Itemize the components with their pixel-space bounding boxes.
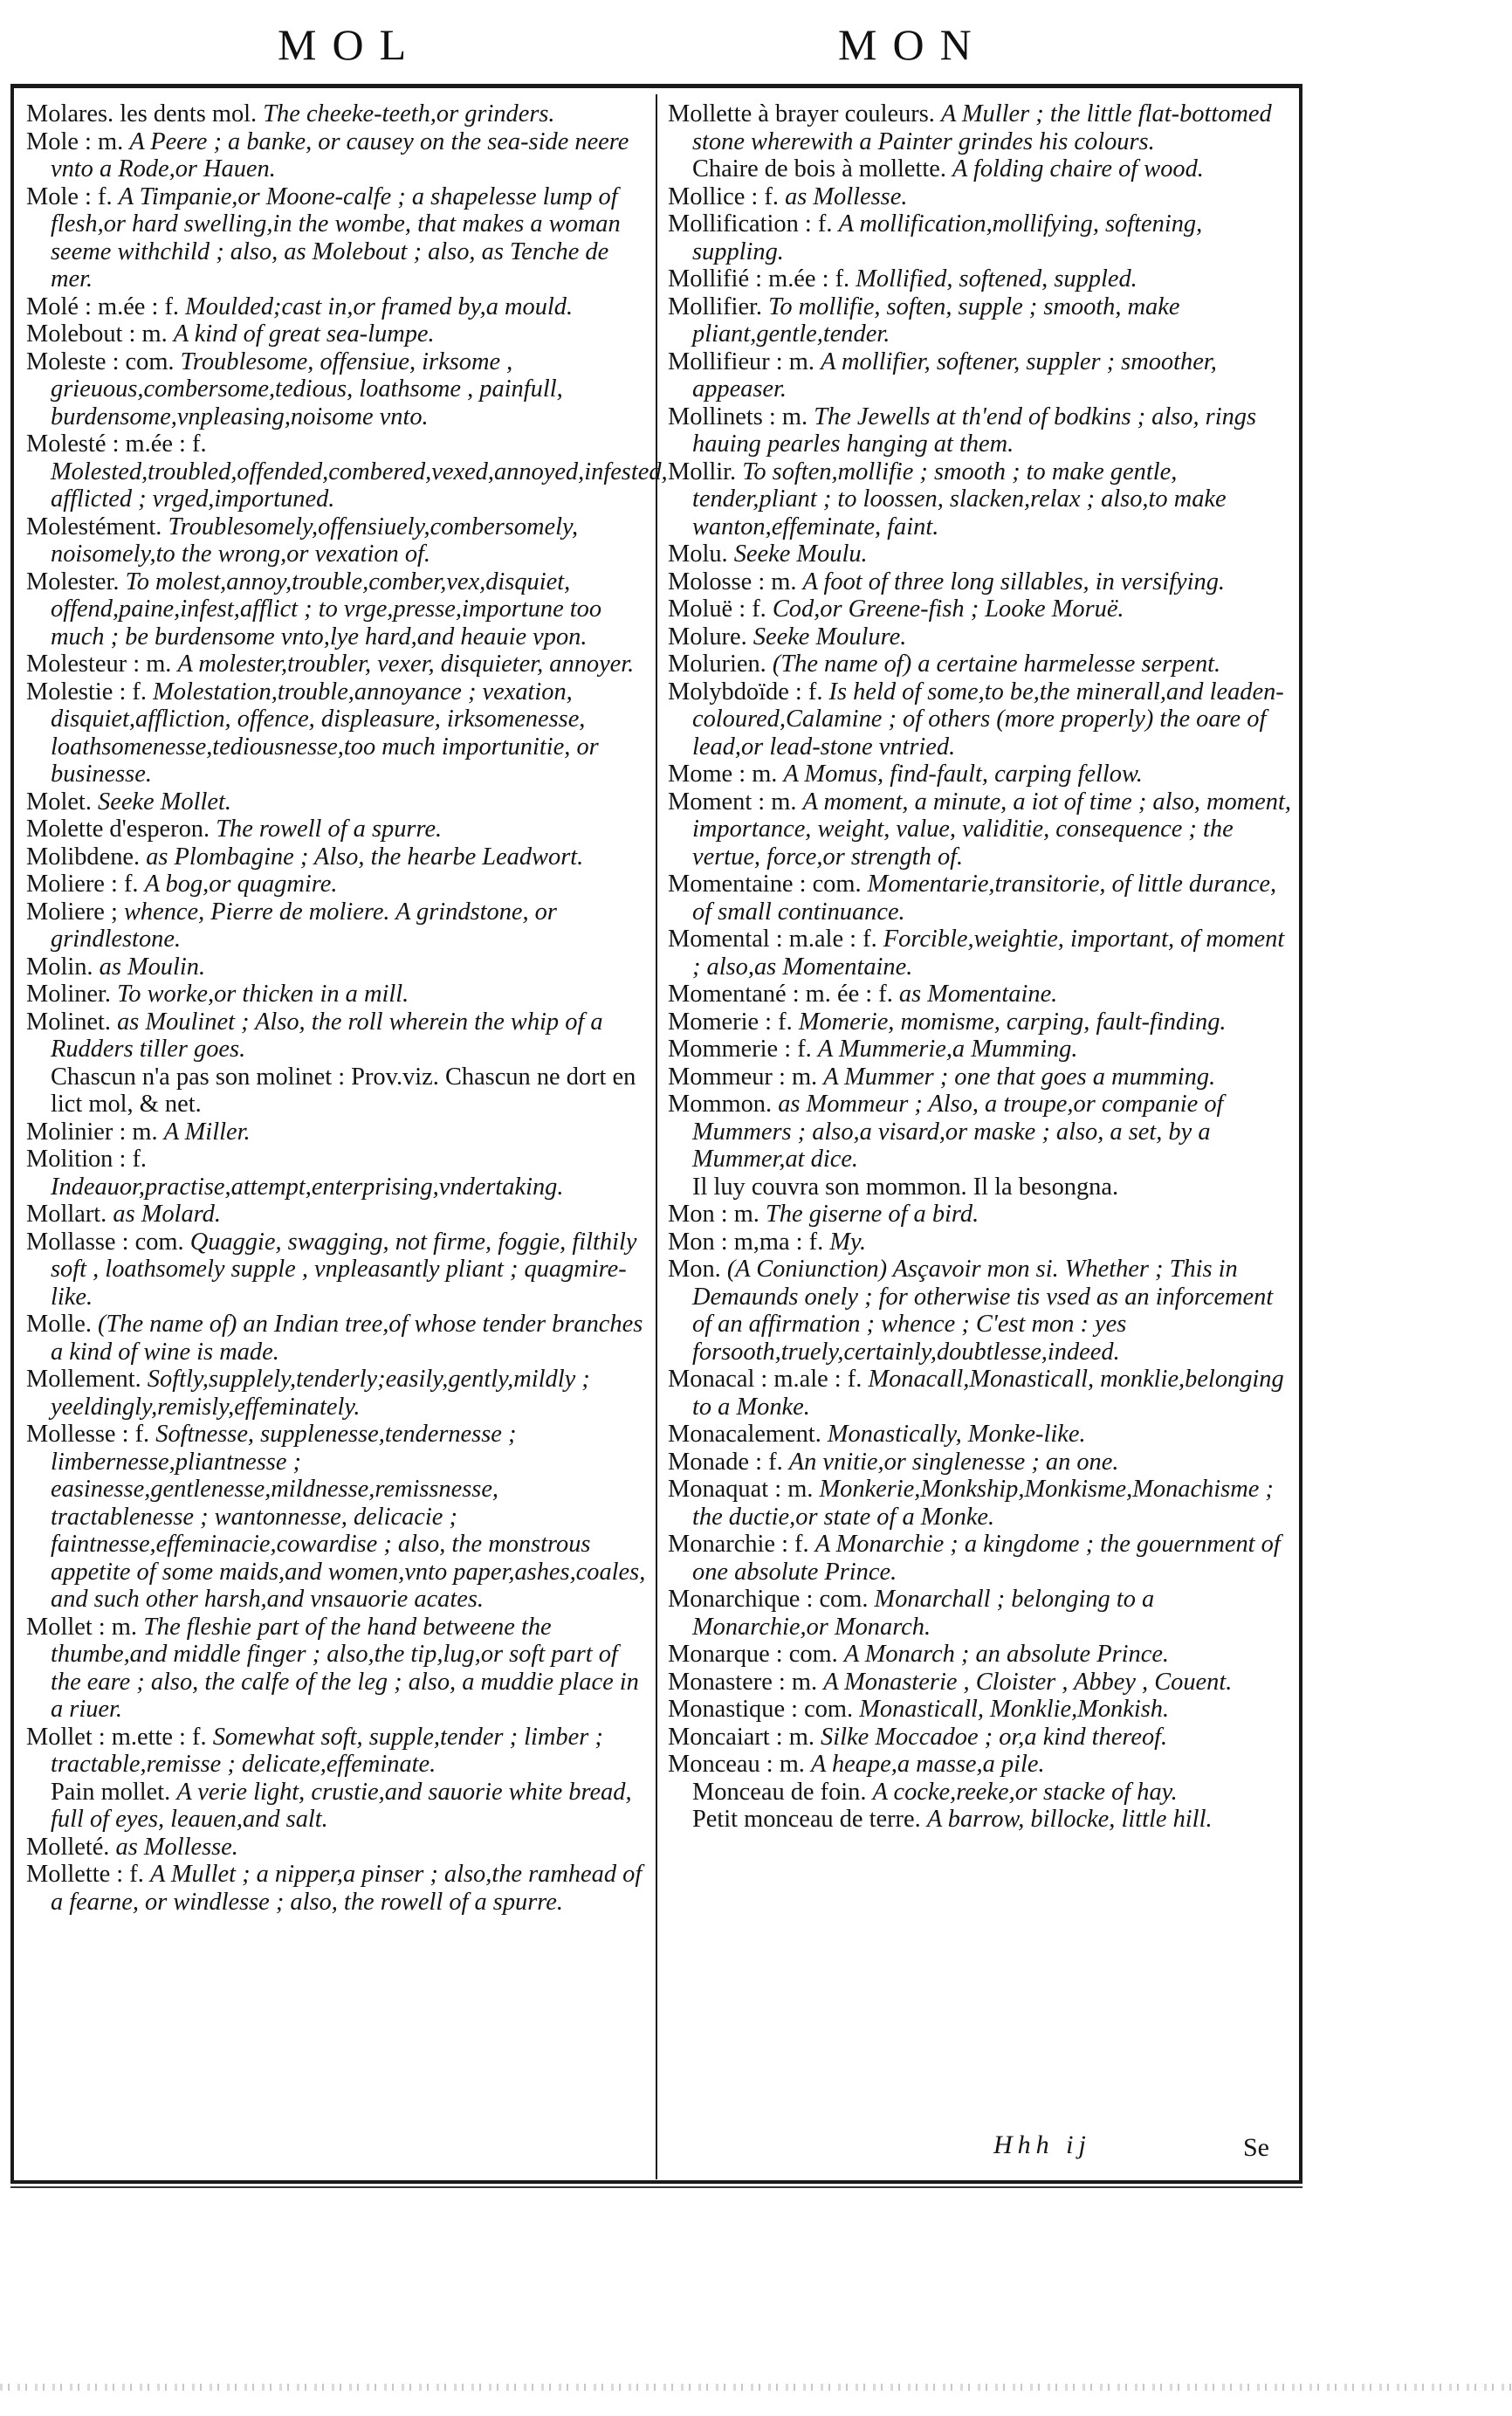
entry-headword: Momental : m.ale : f. (668, 926, 877, 953)
dictionary-entry (26, 348, 646, 431)
entry-definition: A folding chaire of wood. (952, 155, 1204, 182)
dictionary-entry (668, 568, 1296, 596)
dictionary-entry (668, 1036, 1296, 1063)
dictionary-entry (668, 1696, 1296, 1724)
dictionary-entry (26, 1229, 646, 1311)
entry-definition: A Mummer ; one that goes a mumming. (823, 1063, 1216, 1091)
dictionary-entry (26, 128, 646, 183)
entry-definition: as Moulin. (99, 953, 206, 981)
entry-headword: Monastique : com. (668, 1696, 854, 1723)
entry-definition: A Monasterie , Cloister , Abbey , Couent. (823, 1668, 1233, 1696)
entry-headword: Molebout : m. (26, 320, 168, 348)
entry-headword: Mome : m. (668, 761, 778, 788)
dictionary-entry (668, 265, 1296, 293)
entry-definition: Somewhat soft, supple,tender ; limber ; tractable,remisse ; delicate,effeminate. (51, 1723, 603, 1778)
entry-definition: Seeke Mollet. (98, 788, 231, 816)
entry-headword: Monarchie : f. (668, 1531, 809, 1558)
dictionary-entry (668, 650, 1296, 678)
entry-headword: Mollifié : m.ée : f. (668, 265, 850, 293)
entry-headword: Moncaiart : m. (668, 1723, 814, 1751)
running-head-left: MOL (278, 20, 423, 69)
entry-headword: Monarque : com. (668, 1641, 838, 1668)
entry-headword: Mon : m. (668, 1201, 759, 1228)
entry-headword: Chascun n'a pas son molinet : Prov.viz. Chascun ne dort en lict mol, & net. (51, 1063, 636, 1118)
entry-definition: as Plombagine ; Also, the hearbe Leadwort. (146, 843, 584, 871)
entry-headword: Momentaine : com. (668, 871, 862, 898)
dictionary-entry (668, 1421, 1296, 1449)
entry-definition: Silke Moccadoe ; or,a kind thereof. (821, 1723, 1168, 1751)
entry-definition: A bog,or quagmire. (144, 871, 338, 898)
entry-definition: Monkerie,Monkship,Monkisme,Monachisme ; the ductie,or state of a Monke. (692, 1476, 1274, 1531)
entry-headword: Molet. (26, 788, 92, 816)
entry-headword: Mon : m,ma : f. (668, 1228, 824, 1256)
entry-headword: Molesteur : m. (26, 650, 172, 678)
dictionary-entry (668, 1669, 1296, 1697)
entry-definition: The giserne of a bird. (766, 1201, 979, 1228)
dictionary-entry (668, 926, 1296, 981)
entry-definition: as Moulinet ; Also, the roll wherein the whip of a Rudders tiller goes. (51, 1008, 603, 1063)
entry-definition: A foot of three long sillables, in versifying. (802, 568, 1225, 595)
entry-definition: as Momentaine. (898, 981, 1058, 1008)
dictionary-entry (668, 403, 1296, 458)
entry-definition: Monacall,Monasticall, monklie,belonging to a Monke. (692, 1366, 1284, 1421)
entry-definition: Is held of some,to be,the minerall,and leaden-coloured,Calamine ; of others (more properly) the oare of lead,or lead-stone vntried. (692, 678, 1284, 761)
entry-headword: Molinet. (26, 1008, 111, 1036)
entry-headword: Molle. (26, 1311, 92, 1338)
entry-headword: Molibdene. (26, 843, 141, 871)
entry-headword: Moliere : f. (26, 871, 139, 898)
dictionary-entry (26, 871, 646, 898)
entry-headword: Mollet : m.ette : f. (26, 1723, 207, 1751)
entry-headword: Molester. (26, 568, 120, 595)
entry-definition: Molested,troubled,offended,combered,vexed,annoyed,infested, afflicted ; vrged,importuned. (51, 458, 668, 513)
dictionary-entry (668, 1531, 1296, 1586)
entry-definition: Cod,or Greene-fish ; Looke Moruë. (772, 595, 1124, 623)
entry-headword: Mommerie : f. (668, 1036, 812, 1063)
running-head-right: MON (838, 20, 987, 69)
entry-definition: To mollifie, soften, supple ; smooth, make pliant,gentle,tender. (692, 293, 1180, 348)
entry-headword: Moluë : f. (668, 595, 766, 623)
dictionary-entry (668, 458, 1296, 541)
entry-headword: Monceau : m. (668, 1751, 805, 1778)
entry-definition: as Mollesse. (785, 182, 908, 210)
entry-headword: Moleste : com. (26, 348, 175, 375)
entry-definition: whence, Pierre de moliere. A grindstone, or grindlestone. (51, 898, 557, 953)
dictionary-entry (668, 761, 1296, 788)
entry-headword: Molinier : m. (26, 1118, 158, 1146)
entry-definition: A kind of great sea-lumpe. (173, 320, 435, 348)
entry-definition: The Jewells at th'end of bodkins ; also, rings hauing pearles hanging at them. (692, 403, 1257, 458)
entry-definition: (The name of) a certaine harmelesse serpent. (772, 650, 1221, 678)
entry-headword: Mommeur : m. (668, 1063, 818, 1091)
entry-definition: Seeke Moulu. (733, 540, 868, 568)
dictionary-entry (26, 1008, 646, 1063)
entry-definition: To worke,or thicken in a mill. (117, 981, 409, 1008)
entry-definition: A Miller. (163, 1118, 251, 1146)
dictionary-entry (668, 183, 1296, 211)
entry-definition: A Muller ; the little flat-bottomed stone wherewith a Painter grindes his colours. (692, 100, 1272, 155)
dictionary-entry (26, 513, 646, 568)
entry-definition: Monastically, Monke-like. (827, 1421, 1086, 1448)
entry-headword: Molosse : m. (668, 568, 797, 595)
dictionary-entry (26, 678, 646, 788)
entry-headword: Molybdoïde : f. (668, 678, 823, 706)
entry-definition: Mollified, softened, suppled. (856, 265, 1137, 293)
entry-definition: A verie light, crustie,and sauorie white bread, full of eyes, leauen,and salt. (51, 1778, 632, 1833)
dictionary-entry (26, 788, 646, 816)
entry-headword: Mollifieur : m. (668, 348, 814, 375)
entry-headword: Mollement. (26, 1366, 141, 1393)
entry-headword: Mollinets : m. (668, 403, 808, 430)
entry-headword: Monarchique : com. (668, 1586, 869, 1613)
dictionary-entry (668, 1586, 1296, 1641)
dictionary-entry (26, 1861, 646, 1916)
entry-definition: A molester,troubler, vexer, disquieter, annoyer. (177, 650, 635, 678)
dictionary-entry (668, 1229, 1296, 1256)
entry-definition: To molest,annoy,trouble,comber,vex,disquiet, offend,paine,infest,afflict ; to vrge,presse,importune too much ; be burdensome vnto,lye hard,and heauie vpon. (51, 568, 602, 650)
dictionary-entry (668, 1806, 1296, 1834)
entry-headword: Moliner. (26, 981, 111, 1008)
entry-headword: Il luy couvra son mommon. Il la besongna. (692, 1173, 1119, 1201)
right-column (668, 100, 1296, 1834)
entry-definition: The rowell of a spurre. (216, 816, 443, 843)
dictionary-entry (26, 430, 668, 513)
entry-headword: Chaire de bois à mollette. (692, 155, 946, 182)
left-column (26, 100, 668, 1916)
entry-definition: An vnitie,or singlenesse ; an one. (788, 1448, 1119, 1476)
dictionary-entry (26, 1614, 646, 1724)
dictionary-entry (26, 1063, 646, 1119)
dictionary-entry (668, 1779, 1296, 1807)
dictionary-entry (26, 568, 646, 651)
entry-headword: Monade : f. (668, 1448, 783, 1476)
entry-headword: Molette d'esperon. (26, 816, 210, 843)
signature-mark: Hhh ij (993, 2130, 1091, 2159)
entry-headword: Moliere ; (26, 898, 118, 926)
entry-headword: Mollifier. (668, 293, 763, 320)
entry-headword: Mollet : m. (26, 1613, 137, 1641)
entry-headword: Molares. les dents mol. (26, 100, 258, 127)
dictionary-entry (668, 1751, 1296, 1779)
entry-headword: Momerie : f. (668, 1008, 793, 1036)
entry-definition: A Timpanie,or Moone-calfe ; a shapelesse lump of flesh,or hard swelling,in the wombe, that makes a woman seeme withchild ; also, as Molebout ; also, as Tenche de mer. (51, 182, 621, 293)
entry-definition: A mollifier, softener, suppler ; smoother, appeaser. (692, 348, 1217, 403)
entry-definition: A Peere ; a banke, or causey on the sea-side neere vnto a Rode,or Hauen. (51, 127, 629, 182)
entry-headword: Mollette à brayer couleurs. (668, 100, 935, 127)
entry-definition: Troublesome, offensiue, irksome , grieuous,combersome,tedious, loathsome , painfull, burdensome,vnpleasing,noisome vnto. (51, 348, 563, 430)
entry-definition: A Mummerie,a Mumming. (817, 1036, 1078, 1063)
frame-rule (10, 2186, 1302, 2188)
entry-definition: (The name of) an Indian tree,of whose tender branches a kind of wine is made. (51, 1311, 643, 1366)
entry-definition: A moment, a minute, a iot of time ; also, moment, importance, weight, value, validitie, consequence ; the vertue, force,or strength of. (692, 788, 1291, 871)
scan-artifact (0, 2384, 1512, 2391)
entry-definition: Monarchall ; belonging to a Monarchie,or Monarch. (692, 1586, 1155, 1641)
dictionary-entry (26, 1146, 646, 1201)
entry-definition: A barrow, billocke, little hill. (926, 1806, 1213, 1833)
entry-headword: Pain mollet. (51, 1778, 171, 1806)
entry-definition: Monasticall, Monklie,Monkish. (859, 1696, 1170, 1723)
entry-definition: Forcible,weightie, important, of moment ; also,as Momentaine. (692, 926, 1285, 981)
dictionary-entry (26, 1724, 646, 1779)
entry-definition: Troublesomely,offensiuely,combersomely, noisomely,to the wrong,or vexation of. (51, 513, 579, 568)
entry-definition: My. (829, 1228, 867, 1256)
entry-headword: Mon. (668, 1256, 721, 1283)
dictionary-entry (668, 1091, 1296, 1174)
dictionary-entry (668, 348, 1296, 403)
dictionary-entry (668, 1476, 1296, 1531)
dictionary-entry (668, 623, 1296, 651)
dictionary-entry (668, 1366, 1296, 1421)
entry-definition: as Mollesse. (115, 1833, 238, 1861)
column-divider (656, 94, 657, 2179)
dictionary-entry (26, 650, 646, 678)
dictionary-entry (26, 953, 646, 981)
entry-headword: Mole : f. (26, 182, 113, 210)
dictionary-entry (26, 1421, 646, 1614)
entry-headword: Mollice : f. (668, 182, 779, 210)
entry-headword: Petit monceau de terre. (692, 1806, 921, 1833)
entry-definition: Momerie, momisme, carping, fault-finding. (798, 1008, 1227, 1036)
dictionary-entry (668, 100, 1296, 155)
dictionary-entry (668, 155, 1296, 183)
entry-definition: A Monarchie ; a kingdome ; the gouernment of one absolute Prince. (692, 1531, 1281, 1586)
dictionary-entry (668, 788, 1296, 871)
entry-headword: Molestément. (26, 513, 162, 540)
entry-headword: Molu. (668, 540, 728, 568)
entry-headword: Mollification : f. (668, 210, 833, 237)
entry-headword: Mole : m. (26, 127, 124, 155)
dictionary-entry (668, 981, 1296, 1008)
entry-definition: as Mommeur ; Also, a troupe,or companie of Mummers ; also,a visard,or maske ; also, a set, by a Mummer,at dice. (692, 1091, 1224, 1173)
entry-headword: Molesté : m.ée : f. (26, 430, 207, 458)
dictionary-entry (26, 1779, 646, 1834)
entry-headword: Mollart. (26, 1201, 107, 1228)
dictionary-entry (26, 320, 646, 348)
entry-headword: Mollir. (668, 458, 737, 485)
dictionary-entry (26, 898, 646, 953)
dictionary-entry (668, 210, 1296, 265)
dictionary-entry (26, 816, 646, 843)
entry-headword: Molition : f. (26, 1146, 148, 1173)
catchword: Se (1243, 2133, 1269, 2162)
dictionary-entry (668, 1201, 1296, 1229)
entry-headword: Monacalement. (668, 1421, 821, 1448)
dictionary-entry (26, 183, 646, 293)
entry-definition: A Monarch ; an absolute Prince. (843, 1641, 1170, 1668)
entry-definition: A cocke,reeke,or stacke of hay. (872, 1778, 1178, 1806)
dictionary-entry (668, 540, 1296, 568)
entry-headword: Momentané : m. ée : f. (668, 981, 893, 1008)
entry-definition: To soften,mollifie ; smooth ; to make gentle, tender,pliant ; to loossen, slacken,relax ; also,to make wanton,effeminate, faint. (692, 458, 1227, 540)
entry-definition: Indeauor,practise,attempt,enterprising,vndertaking. (51, 1173, 564, 1201)
entry-definition: Moulded;cast in,or framed by,a mould. (185, 293, 574, 320)
dictionary-entry (668, 871, 1296, 926)
entry-definition: Momentarie,transitorie, of little durance, of small continuance. (692, 871, 1277, 926)
entry-definition: Seeke Moulure. (753, 623, 907, 650)
entry-headword: Moment : m. (668, 788, 797, 816)
dictionary-entry (668, 1724, 1296, 1752)
dictionary-entry (26, 981, 646, 1008)
entry-headword: Monceau de foin. (692, 1778, 867, 1806)
dictionary-entry (26, 293, 646, 321)
entry-headword: Mollasse : com. (26, 1228, 184, 1256)
entry-headword: Molure. (668, 623, 747, 650)
entry-definition: Quaggie, swagging, not firme, foggie, filthily soft , loathsomely supple , vnpleasantly pliant ; quagmire-like. (51, 1228, 637, 1311)
entry-headword: Molleté. (26, 1833, 110, 1861)
entry-headword: Molurien. (668, 650, 766, 678)
entry-definition: A heape,a masse,a pile. (811, 1751, 1045, 1778)
dictionary-entry (668, 595, 1296, 623)
dictionary-entry (668, 678, 1296, 761)
entry-definition: A mollification,mollifying, softening, suppling. (692, 210, 1203, 265)
dictionary-entry (26, 1311, 646, 1366)
entry-headword: Monastere : m. (668, 1668, 818, 1696)
entry-headword: Mollesse : f. (26, 1421, 150, 1448)
entry-definition: as Molard. (113, 1201, 221, 1228)
dictionary-entry (26, 1119, 646, 1146)
entry-definition: Softnesse, supplenesse,tendernesse ; limbernesse,pliantnesse ; easinesse,gentlenesse,mildnesse,remissnesse, tractablenesse ; wantonnesse, delicacie ; faintnesse,effeminacie,cowardise ; also, the monstrous appetite of some maids,and women,vnto paper,ashes,coales, and such other harsh,and vnsauorie acates. (51, 1421, 646, 1613)
entry-headword: Monaquat : m. (668, 1476, 814, 1503)
entry-headword: Molé : m.ée : f. (26, 293, 180, 320)
entry-headword: Molin. (26, 953, 93, 981)
dictionary-entry (26, 100, 646, 128)
entry-headword: Mommon. (668, 1091, 773, 1118)
entry-definition: The fleshie part of the hand betweene the thumbe,and middle finger ; also,the tip,lug,or soft part of the eare ; also, the calfe of the leg ; also, a muddie place in a riuer. (51, 1613, 639, 1723)
entry-headword: Monacal : m.ale : f. (668, 1366, 863, 1393)
entry-definition: Softly,supplely,tenderly;easily,gently,mildly ; yeeldingly,remisly,effeminately. (51, 1366, 590, 1421)
dictionary-entry (668, 1063, 1296, 1091)
entry-definition: Molestation,trouble,annoyance ; vexation, disquiet,affliction, offence, displeasure, irksomenesse, loathsomenesse,tediousnesse,too much importunitie, or businesse. (51, 678, 599, 788)
entry-definition: (A Coniunction) Asçavoir mon si. Whether ; This in Demaunds onely ; for otherwise tis vsed as an inforcement of an affirmation ; whence ; C'est mon : yes forsooth,truely,certainly,doubtlesse,indeed. (692, 1256, 1274, 1366)
dictionary-entry (668, 1256, 1296, 1366)
entry-headword: Mollette : f. (26, 1861, 144, 1888)
dictionary-entry (668, 1449, 1296, 1476)
dictionary-entry (26, 1366, 646, 1421)
entry-definition: A Momus, find-fault, carping fellow. (783, 761, 1143, 788)
dictionary-entry (26, 1201, 646, 1229)
entry-headword: Molestie : f. (26, 678, 147, 706)
dictionary-entry (26, 843, 646, 871)
dictionary-entry (668, 1174, 1296, 1201)
dictionary-entry (26, 1834, 646, 1862)
dictionary-entry (668, 293, 1296, 348)
entry-definition: A Mullet ; a nipper,a pinser ; also,the ramhead of a fearne, or windlesse ; also, the rowell of a spurre. (51, 1861, 643, 1916)
dictionary-entry (668, 1008, 1296, 1036)
dictionary-entry (668, 1641, 1296, 1669)
entry-definition: The cheeke-teeth,or grinders. (263, 100, 555, 127)
